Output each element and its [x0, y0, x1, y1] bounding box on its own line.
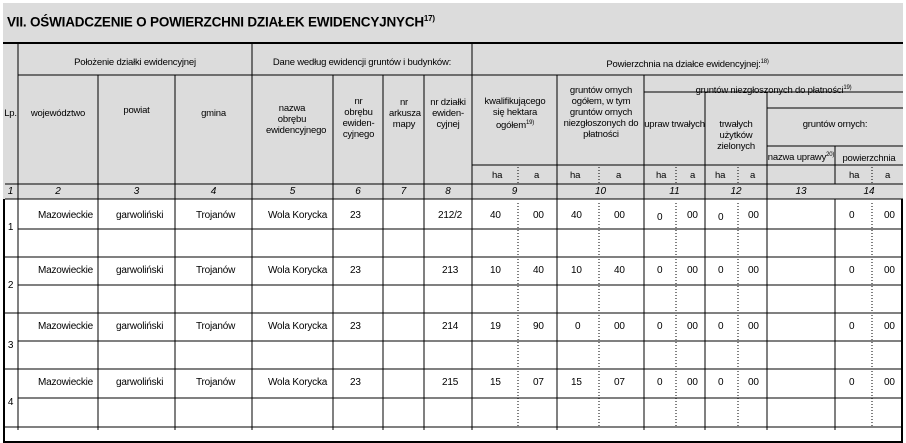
precinct-name-cell[interactable]: Wola Korycka — [268, 377, 328, 388]
permanent-crops-a-cell[interactable]: 00 — [687, 377, 698, 388]
column-number: 11 — [669, 186, 680, 197]
a-label: a — [750, 170, 756, 181]
a-label: a — [690, 170, 696, 181]
grassland-ha-cell[interactable]: 0 — [718, 265, 724, 276]
crop-area-ha-cell[interactable]: 0 — [849, 321, 855, 332]
arable-ha-cell[interactable]: 15 — [571, 377, 582, 388]
commune-cell[interactable]: Trojanów — [196, 265, 236, 276]
permanent-crops-a-cell[interactable]: 00 — [687, 321, 698, 332]
row-number: 3 — [7, 340, 14, 351]
parcel-number-cell[interactable]: 212/2 — [438, 210, 463, 221]
parcel-number-cell[interactable]: 215 — [442, 377, 459, 388]
county-cell[interactable]: garwoliński — [116, 321, 164, 332]
ha-label: ha — [570, 170, 581, 181]
title-footnote: 17) — [423, 14, 435, 23]
arable-ha-cell[interactable]: 10 — [571, 265, 582, 276]
a-label: a — [885, 170, 891, 181]
precinct-number-cell[interactable]: 23 — [350, 265, 361, 276]
arable-ha-cell[interactable]: 0 — [575, 321, 581, 332]
ha-label: ha — [492, 170, 503, 181]
column-number: 1 — [7, 186, 14, 197]
permanent-crops-ha-cell[interactable]: 0 — [657, 265, 663, 276]
column-number: 14 — [863, 186, 875, 197]
grassland-header: trwałych użytków zielonych — [717, 119, 755, 152]
grassland-a-cell[interactable]: 00 — [748, 265, 759, 276]
column-number: 4 — [210, 186, 217, 197]
precinct-number-cell[interactable]: 23 — [350, 321, 361, 332]
commune-cell[interactable]: Trojanów — [196, 377, 236, 388]
precinct-name-cell[interactable]: Wola Korycka — [268, 265, 328, 276]
arable-a-cell[interactable]: 00 — [614, 210, 625, 221]
precinct-number-cell[interactable]: 23 — [350, 377, 361, 388]
permanent-crops-ha-cell[interactable]: 0 — [657, 212, 663, 223]
voivodeship-cell[interactable]: Mazowieckie — [38, 265, 94, 276]
arable-a-cell[interactable]: 00 — [614, 321, 625, 332]
qualifying-a-cell[interactable]: 00 — [533, 210, 544, 221]
county-cell[interactable]: garwoliński — [116, 377, 164, 388]
permanent-crops-a-cell[interactable]: 00 — [687, 265, 698, 276]
qualifying-header: kwalifikującego się hektara ogółem$^{19)}$ — [484, 96, 546, 132]
permanent-crops-a-cell[interactable]: 00 — [687, 210, 698, 221]
grassland-a-cell[interactable]: 00 — [748, 210, 759, 221]
commune-cell[interactable]: Trojanów — [196, 210, 236, 221]
county-cell[interactable]: garwoliński — [116, 210, 164, 221]
location-group-header: Położenie działki ewidencyjnej — [74, 57, 196, 68]
grassland-ha-cell[interactable]: 0 — [718, 377, 724, 388]
qualifying-ha-cell[interactable]: 10 — [490, 265, 501, 276]
qualifying-a-cell[interactable]: 90 — [533, 321, 544, 332]
column-number: 9 — [511, 186, 518, 197]
grassland-a-cell[interactable]: 00 — [748, 321, 759, 332]
sheet-number-header: nr arkusza mapy — [389, 97, 421, 130]
commune-header: gmina — [201, 108, 226, 119]
qualifying-ha-cell[interactable]: 40 — [490, 210, 501, 221]
precinct-name-cell[interactable]: Wola Korycka — [268, 321, 328, 332]
crop-area-a-cell[interactable]: 00 — [884, 321, 895, 332]
column-number: 8 — [445, 186, 451, 197]
column-number: 3 — [133, 186, 140, 197]
commune-cell[interactable]: Trojanów — [196, 321, 236, 332]
qualifying-a-cell[interactable]: 40 — [533, 265, 544, 276]
area-header: powierzchnia — [842, 153, 896, 164]
section-title: VII. OŚWIADCZENIE O POWIERZCHNI DZIAŁEK EWIDENCYJNYCH$^{17)}$ — [7, 14, 435, 30]
column-number: 7 — [400, 186, 407, 197]
permanent-crops-ha-cell[interactable]: 0 — [657, 377, 663, 388]
column-number: 12 — [730, 186, 742, 197]
parcel-number-cell[interactable]: 214 — [442, 321, 459, 332]
ha-label: ha — [849, 170, 860, 181]
crop-area-ha-cell[interactable]: 0 — [849, 265, 855, 276]
column-number: 10 — [594, 186, 607, 197]
permanent-crops-header: upraw trwałych — [644, 119, 705, 130]
qualifying-a-cell[interactable]: 07 — [533, 377, 544, 388]
precinct-name-header: nazwa obrębu ewidencyjnego — [266, 103, 327, 136]
county-cell[interactable]: garwoliński — [116, 265, 164, 276]
area-group-header: Powierzchnia na działce ewidencyjnej:$^{18)}$ — [606, 59, 769, 71]
voivodeship-cell[interactable]: Mazowieckie — [38, 210, 94, 221]
row-number: 2 — [7, 280, 14, 291]
precinct-name-cell[interactable]: Wola Korycka — [268, 210, 328, 221]
arable-header: gruntów ornych ogółem, w tym gruntów ornych niezgłoszonych do płatności — [563, 85, 639, 140]
a-label: a — [616, 170, 622, 181]
ha-label: ha — [715, 170, 726, 181]
arable-a-cell[interactable]: 40 — [614, 265, 625, 276]
ha-label: ha — [656, 170, 667, 181]
crop-area-ha-cell[interactable]: 0 — [849, 210, 855, 221]
column-number: 6 — [355, 186, 361, 197]
arable-sub-header: gruntów ornych: — [802, 119, 868, 130]
a-label: a — [534, 170, 540, 181]
row-number: 1 — [7, 222, 14, 233]
grassland-a-cell[interactable]: 00 — [748, 377, 759, 388]
permanent-crops-ha-cell[interactable]: 0 — [657, 321, 663, 332]
lp-header: Lp. — [4, 108, 17, 119]
precinct-number-cell[interactable]: 23 — [350, 210, 361, 221]
parcel-number-header: nr działki ewiden-cyjnej — [430, 97, 466, 130]
row-number: 4 — [7, 397, 14, 408]
crop-area-a-cell[interactable]: 00 — [884, 265, 895, 276]
parcel-number-cell[interactable]: 213 — [442, 265, 459, 276]
crop-area-ha-cell[interactable]: 0 — [849, 377, 855, 388]
registry-group-header: Dane według ewidencji gruntów i budynków: — [272, 57, 452, 68]
crop-area-a-cell[interactable]: 00 — [884, 210, 895, 221]
voivodeship-header: województwo — [30, 108, 86, 119]
arable-ha-cell[interactable]: 40 — [571, 210, 582, 221]
qualifying-ha-cell[interactable]: 19 — [490, 321, 501, 332]
voivodeship-cell[interactable]: Mazowieckie — [38, 377, 94, 388]
crop-name-header: nazwa uprawy$^{20)}$ — [767, 152, 835, 164]
column-number: 2 — [55, 186, 61, 197]
voivodeship-cell[interactable]: Mazowieckie — [38, 321, 94, 332]
precinct-number-header: nr obrębu ewiden-cyjnego — [342, 96, 375, 140]
crop-area-a-cell[interactable]: 00 — [884, 377, 895, 388]
column-number: 5 — [289, 186, 296, 197]
not-declared-header: gruntów niezgłoszonych do płatności$^{19)}$ — [695, 85, 852, 97]
column-number: 13 — [795, 186, 807, 197]
grassland-ha-cell[interactable]: 0 — [718, 212, 724, 223]
grassland-ha-cell[interactable]: 0 — [718, 321, 724, 332]
arable-a-cell[interactable]: 07 — [614, 377, 625, 388]
qualifying-ha-cell[interactable]: 15 — [490, 377, 501, 388]
county-header: powiat — [123, 105, 150, 116]
